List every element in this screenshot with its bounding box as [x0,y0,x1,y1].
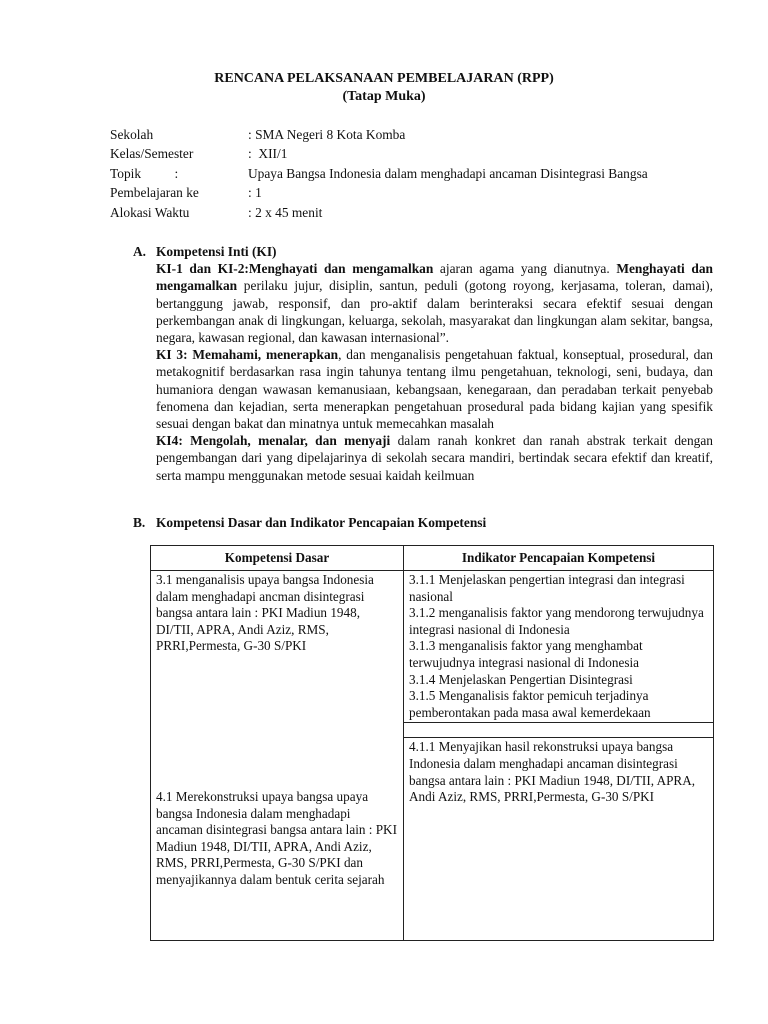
info-value: Upaya Bangsa Indonesia dalam menghadapi ancaman Disintegrasi Bangsa [248,165,648,181]
ki-4-paragraph [156,432,713,484]
ki-3-paragraph [156,346,713,432]
info-value: : 2 x 45 menit [248,204,323,220]
ki12-text-rest: perilaku jujur, disiplin, santun, peduli (gotong royong, kerjasama, toleran, damai), bertanggung jawab, responsif, dan pro-aktif dalam berinteraksi secara efektif sesuai dengan perkembangan anak di lingkungan, keluarga, sekolah, masyarakat dan lingkungan alam sekitar, bangsa, negara, kawasan regional, dan kawasan internasional”. [156,278,713,346]
kd-cell [151,571,404,941]
section-heading [133,243,713,260]
info-row-topik [110,165,648,184]
section-kompetensi-inti [133,243,713,484]
info-row-sekolah [110,126,648,145]
ki12-emphasis: Menghayati dan mengamalkan [156,261,713,294]
ipk-item: 3.1.3 menganalisis faktor yang menghambat terwujudnya integrasi nasional di Indonesia [409,638,643,670]
info-value: : XII/1 [248,146,288,162]
info-row-pembelajaran [110,184,648,203]
ipk-cell-4 [404,738,714,941]
header-kompetensi-dasar: Kompetensi Dasar [151,546,404,571]
info-label: Alokasi Waktu [110,204,190,220]
kd-4-1: 4.1 Merekonstruksi upaya bangsa upaya bangsa Indonesia dalam menghadapi ancaman disintegrasi bangsa antara lain : PKI Madiun 1948, DI/TII, APRA, Andi Aziz, RMS, PRRI,Permesta, G-30 S/PKI dan menyajikannya dalam bentuk cerita sejarah [156,788,397,887]
document-subtitle: (Tatap Muka) [342,89,426,104]
ipk-item: 3.1.5 Menganalisis faktor pemicuh terjadinya pemberontakan pada masa awal kemerdekaan [409,688,651,720]
section-title: Kompetensi Dasar dan Indikator Pencapaian Kompetensi [156,515,487,530]
info-block [110,126,648,223]
section-title: Kompetensi Inti (KI) [156,244,277,259]
empty-cell [404,723,714,738]
ki3-text: , dan menganalisis pengetahuan faktual, konseptual, prosedural, dan metakognitif berdasarkan rasa ingin tahunya tentang ilmu pengetahuan, teknologi, seni, budaya, dan humaniora dengan wawasan kemanusiaan, kebangsaan, kenegaraan, dan peradaban terkait penyebab fenomena dan kejadian, serta menerapkan pengetahuan prosedural pada bidang kajian yang spesifik sesuai dengan bakat dan minatnya untuk memecahkan masalah [156,347,713,432]
ipk-cell-3 [404,571,714,723]
info-label: Pembelajaran ke [110,185,199,201]
info-label: Topik : [110,165,179,181]
competency-table [150,545,714,941]
ipk-item: 3.1.1 Menjelaskan pengertian integrasi dan integrasi nasional [409,572,685,604]
table-row [151,571,714,723]
info-value: : SMA Negeri 8 Kota Komba [248,127,406,142]
ki4-text: dalam ranah konkret dan ranah abstrak terkait dengan pengembangan dari yang dipelajarinya di sekolah secara mandiri, bertindak secara efektif dan kreatif, serta mampu menggunakan metode sesuai kaidah keilmuan [156,433,713,483]
ki12-label: KI-1 dan KI-2:Menghayati dan mengamalkan [156,261,434,277]
ki3-label: KI 3: Memahami, menerapkan [156,347,339,363]
section-kompetensi-dasar [133,514,713,531]
section-heading [133,514,713,531]
kd-3-1: 3.1 menganalisis upaya bangsa Indonesia dalam menghadapi ancman disintegrasi bangsa antara lain : PKI Madiun 1948, DI/TII, APRA, Andi Aziz, RMS, PRRI,Permesta, G-30 S/PKI [156,572,374,654]
ki-1-2-paragraph [156,260,713,346]
document-title: RENCANA PELAKSANAAN PEMBELAJARAN (RPP) [214,71,554,86]
ipk-item: 3.1.4 Menjelaskan Pengertian Disintegrasi [409,671,633,687]
ki4-label: KI4: Mengolah, menalar, dan menyaji [156,433,391,449]
info-label: Sekolah [110,127,154,142]
info-row-alokasi [110,204,648,223]
table-header-row [151,546,714,571]
section-letter: A. [133,244,147,259]
ipk-item: 4.1.1 Menyajikan hasil rekonstruksi upaya bangsa Indonesia dalam menghadapi ancaman disintegrasi bangsa antara lain : PKI Madiun 1948, DI/TII, APRA, Andi Aziz, RMS, PRRI,Permesta, G-30 S/PKI [409,739,696,805]
header-indikator: Indikator Pencapaian Kompetensi [404,546,714,571]
info-label: Kelas/Semester [110,146,194,162]
info-value: : 1 [248,185,262,201]
section-letter: B. [133,515,146,530]
ipk-item: 3.1.2 menganalisis faktor yang mendorong terwujudnya integrasi nasional di Indonesia [409,605,704,637]
ki12-text: ajaran agama yang dianutnya. [433,261,617,277]
info-row-kelas [110,145,648,164]
